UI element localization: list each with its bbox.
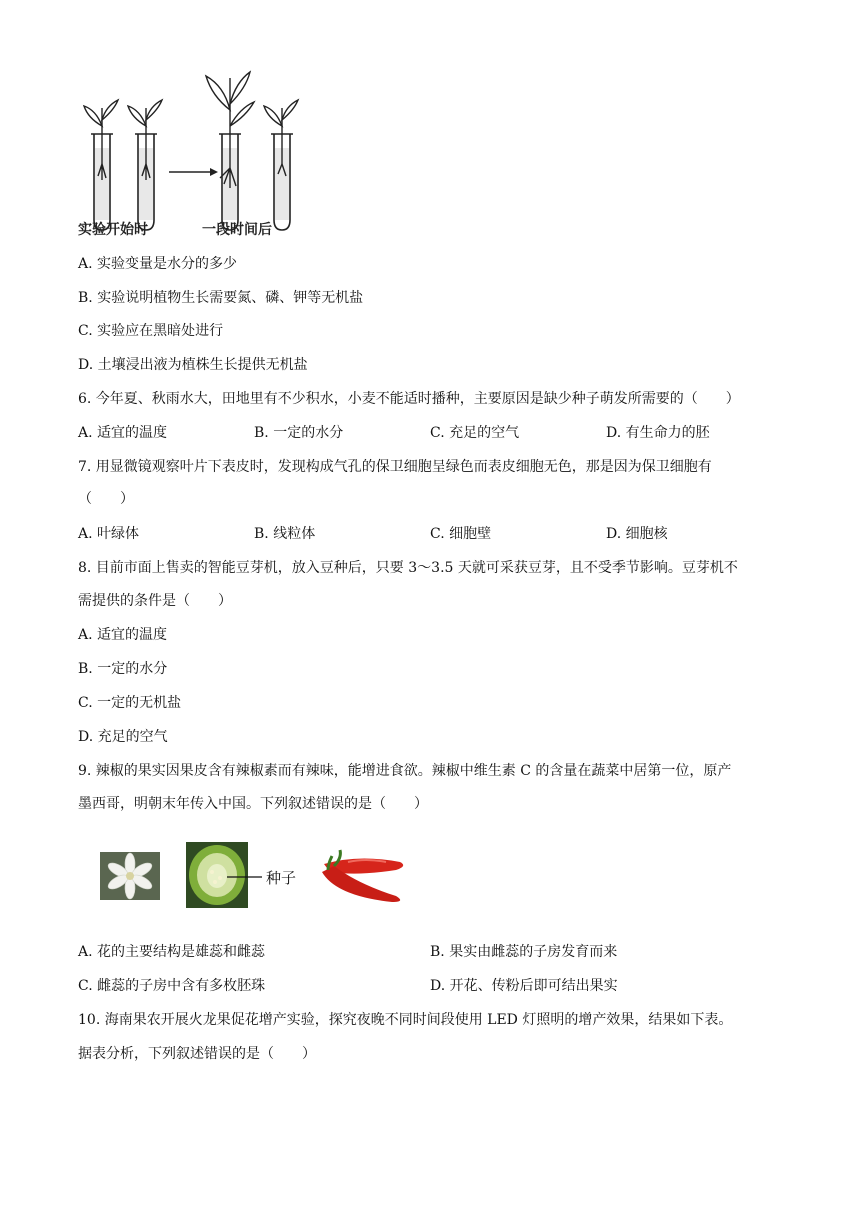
- q8-option-c: C. 一定的无机盐: [78, 695, 182, 711]
- seed-label: 种子: [266, 869, 297, 887]
- q7-stem-line2: （ ）: [78, 491, 134, 507]
- caption-after: 一段时间后: [202, 222, 272, 238]
- red-pepper-image: [322, 850, 403, 902]
- q10-stem-line2: 据表分析，下列叙述错误的是（ ）: [78, 1046, 316, 1062]
- pepper-illustration: [96, 836, 416, 912]
- q7-stem-line1: 7. 用显微镜观察叶片下表皮时，发现构成气孔的保卫细胞呈绿色而表皮细胞无色，那是因为保卫细胞有: [78, 459, 712, 475]
- q5-option-b: B. 实验说明植物生长需要氮、磷、钾等无机盐: [78, 290, 364, 306]
- q8-option-d: D. 充足的空气: [78, 729, 168, 745]
- q8-stem-line1: 8. 目前市面上售卖的智能豆芽机，放入豆种后，只要 3～3.5 天就可采获豆芽，且不受季节影响。豆芽机不: [78, 560, 738, 576]
- q8-option-a: A. 适宜的温度: [78, 627, 168, 643]
- test-tube-illustration: [74, 68, 314, 244]
- q6-stem: 6. 今年夏、秋雨水大，田地里有不少积水，小麦不能适时播种，主要原因是缺少种子萌发所需要的（ ）: [78, 391, 740, 407]
- pepper-flower-image: [100, 852, 160, 900]
- q8-option-b: B. 一定的水分: [78, 661, 168, 677]
- q9-stem-line1: 9. 辣椒的果实因果皮含有辣椒素而有辣味，能增进食欲。辣椒中维生素 C 的含量在蔬菜中居第一位，原产: [78, 763, 732, 779]
- test-tube-figure: [74, 68, 314, 244]
- caption-start: 实验开始时: [78, 222, 148, 238]
- q5-option-c: C. 实验应在黑暗处进行: [78, 323, 224, 339]
- q7-option-d: D. 细胞核: [606, 526, 668, 542]
- q9-stem-line2: 墨西哥，明朝末年传入中国。下列叙述错误的是（ ）: [78, 796, 428, 812]
- q10-stem-line1: 10. 海南果农开展火龙果促花增产实验，探究夜晚不同时间段使用 LED 灯照明的增产效果，结果如下表。: [78, 1012, 733, 1028]
- q6-option-d: D. 有生命力的胚: [606, 425, 710, 441]
- pepper-cross-section-image: [186, 842, 248, 908]
- q5-option-d: D. 土壤浸出液为植株生长提供无机盐: [78, 357, 308, 373]
- q9-option-a: A. 花的主要结构是雄蕊和雌蕊: [78, 944, 266, 960]
- q9-option-d: D. 开花、传粉后即可结出果实: [430, 978, 618, 994]
- q6-option-b: B. 一定的水分: [254, 425, 344, 441]
- q9-option-b: B. 果实由雌蕊的子房发育而来: [430, 944, 618, 960]
- q5-option-a: A. 实验变量是水分的多少: [78, 256, 238, 272]
- q8-stem-line2: 需提供的条件是（ ）: [78, 593, 232, 609]
- pepper-figure: [96, 836, 416, 912]
- q6-option-c: C. 充足的空气: [430, 425, 520, 441]
- q7-option-b: B. 线粒体: [254, 526, 316, 542]
- q7-option-a: A. 叶绿体: [78, 526, 140, 542]
- q9-option-c: C. 雌蕊的子房中含有多枚胚珠: [78, 978, 266, 994]
- q7-option-c: C. 细胞壁: [430, 526, 492, 542]
- q6-option-a: A. 适宜的温度: [78, 425, 168, 441]
